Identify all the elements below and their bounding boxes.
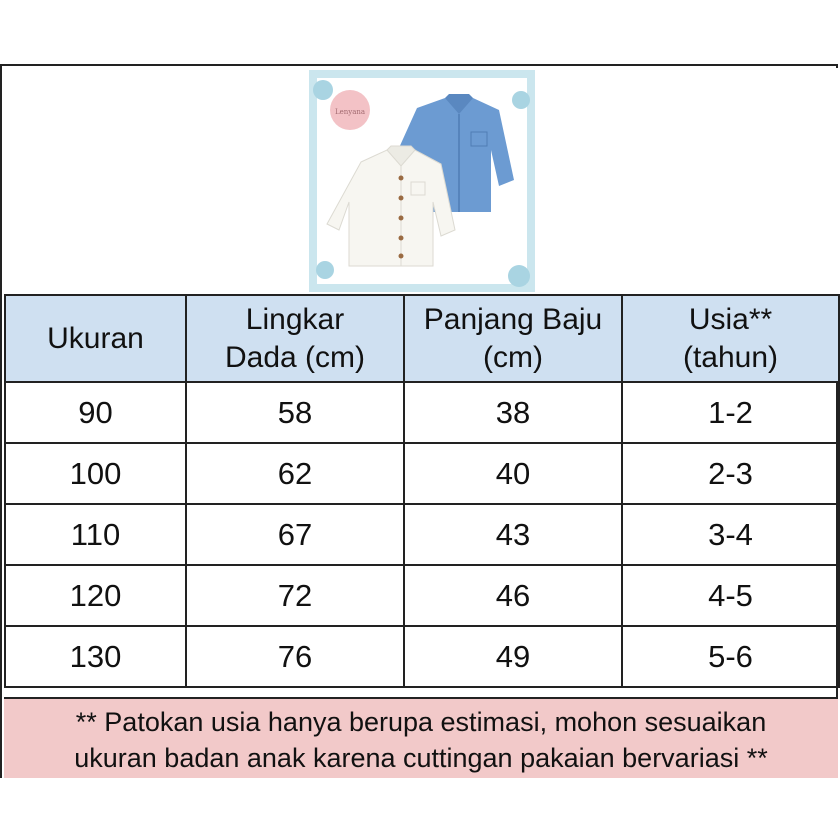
header-panjang-baju: Panjang Baju (cm) xyxy=(404,295,622,382)
table-row xyxy=(5,626,839,687)
table-row xyxy=(5,443,839,504)
note-line-2: ukuran badan anak karena cuttingan pakaian bervariasi ** xyxy=(74,743,768,773)
cell-usia: 4-5 xyxy=(622,565,839,626)
cell-ukuran: 90 xyxy=(5,382,186,443)
cell-usia: 5-6 xyxy=(622,626,839,687)
size-table xyxy=(4,294,840,688)
cell-lingkar-dada: 58 xyxy=(186,382,404,443)
note-line-1: ** Patokan usia hanya berupa estimasi, mohon sesuaikan xyxy=(75,707,767,737)
size-chart xyxy=(0,64,838,778)
shirts-photo xyxy=(309,70,535,292)
cell-ukuran: 120 xyxy=(5,565,186,626)
cell-ukuran: 100 xyxy=(5,443,186,504)
cell-panjang-baju: 43 xyxy=(404,504,622,565)
brand-logo xyxy=(330,90,370,130)
brand-logo-text: Lenyana xyxy=(334,108,366,116)
cell-usia: 2-3 xyxy=(622,443,839,504)
cell-lingkar-dada: 76 xyxy=(186,626,404,687)
header-usia: Usia** (tahun) xyxy=(622,295,839,382)
cell-panjang-baju: 46 xyxy=(404,565,622,626)
photo-row xyxy=(4,68,838,294)
cell-panjang-baju: 38 xyxy=(404,382,622,443)
age-note xyxy=(4,697,838,778)
cell-lingkar-dada: 72 xyxy=(186,565,404,626)
cell-usia: 3-4 xyxy=(622,504,839,565)
cell-usia: 1-2 xyxy=(622,382,839,443)
table-row xyxy=(5,504,839,565)
table-row xyxy=(5,565,839,626)
header-ukuran: Ukuran xyxy=(5,295,186,382)
cell-ukuran: 110 xyxy=(5,504,186,565)
cell-lingkar-dada: 67 xyxy=(186,504,404,565)
cell-ukuran: 130 xyxy=(5,626,186,687)
table-header-row xyxy=(5,295,839,382)
header-lingkar-dada: Lingkar Dada (cm) xyxy=(186,295,404,382)
table-row xyxy=(5,382,839,443)
cell-lingkar-dada: 62 xyxy=(186,443,404,504)
cell-panjang-baju: 40 xyxy=(404,443,622,504)
cell-panjang-baju: 49 xyxy=(404,626,622,687)
